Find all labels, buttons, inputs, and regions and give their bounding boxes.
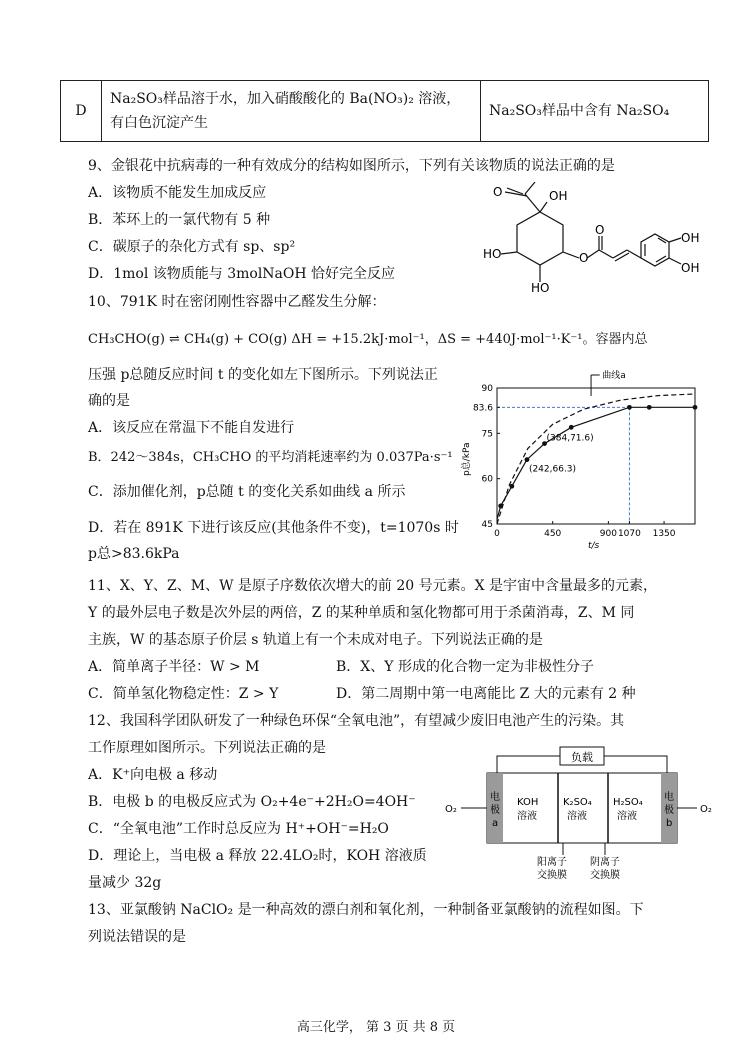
data-point xyxy=(627,405,632,410)
q9-option-c: C．碳原子的杂化方式有 sp、sp² xyxy=(88,239,296,255)
pressure-time-chart xyxy=(455,366,705,556)
q9-option-a: A．该物质不能发生加成反应 xyxy=(88,185,267,201)
q13-line2: 列说法错误的是 xyxy=(88,929,186,945)
q12-option-d-line1: D．理论上，当电极 a 释放 22.4LO₂时，KOH 溶液质 xyxy=(88,848,427,864)
data-point xyxy=(569,425,574,430)
q10-option-d-line2: p总>83.6kPa xyxy=(88,546,180,562)
q11-option-d: D．第二周期中第一电离能比 Z 大的元素有 2 种 xyxy=(336,686,636,702)
q11-option-c: C．简单氢化物稳定性：Z > Y xyxy=(88,686,279,702)
q9-option-d: D．1mol 该物质能与 3molNaOH 恰好完全反应 xyxy=(88,266,396,282)
q10-option-a: A．该反应在常温下不能自发进行 xyxy=(88,420,295,436)
q10-line2: 压强 p总随反应时间 t 的变化如左下图所示。下列说法正 xyxy=(88,367,438,383)
h2so4-solution-label: 溶液 xyxy=(617,811,637,822)
electrode-b-char1: 电 xyxy=(664,792,674,803)
cation-membrane-label: 阳离子 xyxy=(537,857,567,868)
atom-oh1: OH xyxy=(549,189,568,203)
q9-stem: 9、金银花中抗病毒的一种有效成分的结构如图所示，下列有关该物质的说法正确的是 xyxy=(88,158,615,174)
atom-ho2: HO xyxy=(531,281,550,292)
q11-line2: Y 的最外层电子数是次外层的两倍，Z 的某种单质和氢化物都可用于杀菌消毒，Z、M 同 xyxy=(88,605,635,621)
page-footer: 高三化学， 第 3 页 共 8 页 xyxy=(296,1020,456,1035)
data-point xyxy=(693,405,698,410)
q10-option-d-line1: D．若在 891K 下进行该反应(其他条件不变)，t=1070s 时 xyxy=(88,520,459,536)
electrode-a-char1: 电 xyxy=(490,792,500,803)
q10-option-c: C．添加催化剂，p总随 t 的变化关系如曲线 a 所示 xyxy=(88,484,406,500)
koh-solution-label: 溶液 xyxy=(517,811,537,822)
q11-line1: 11、X、Y、Z、M、W 是原子序数依次增大的前 20 号元素。X 是宇宙中含量最多的元素， xyxy=(88,578,658,594)
h2so4-label: H₂SO₄ xyxy=(613,797,643,808)
o2-right-label: O₂ xyxy=(700,804,712,815)
battery-diagram xyxy=(445,745,720,885)
y-tick-label: 60 xyxy=(481,474,493,485)
x-axis-label: t/s xyxy=(588,541,600,551)
y-tick-label: 45 xyxy=(481,520,493,530)
q10-line3: 确的是 xyxy=(88,393,130,409)
x-tick-label: 0 xyxy=(494,529,500,539)
atom-ho1: HO xyxy=(483,247,502,261)
q12-option-a: A．K⁺向电极 a 移动 xyxy=(88,767,218,783)
electrode-b-char2: 极 xyxy=(664,805,674,816)
y-tick-label: 83.6 xyxy=(472,403,493,414)
data-point xyxy=(525,457,530,462)
atom-o3: O xyxy=(595,223,605,237)
x-tick-label: 450 xyxy=(544,529,562,539)
k2so4-label: K₂SO₄ xyxy=(563,797,592,808)
q12-option-d-line2: 量减少 32g xyxy=(88,875,162,891)
q11-option-b: B．X、Y 形成的化合物一定为非极性分子 xyxy=(336,659,594,675)
atom-o2: O xyxy=(579,251,589,265)
table-cell-left-line1: Na₂SO₃样品溶于水，加入硝酸酸化的 Ba(NO₃)₂ 溶液， xyxy=(110,91,461,107)
q13-line1: 13、亚氯酸钠 NaClO₂ 是一种高效的漂白剂和氧化剂，一种制备亚氯酸钠的流程如图。下 xyxy=(88,902,644,918)
atom-oh3: OH xyxy=(681,231,700,245)
data-point xyxy=(509,484,514,489)
koh-label: KOH xyxy=(517,797,539,808)
q10-stem: 10、791K 时在密闭刚性容器中乙醛发生分解： xyxy=(88,294,386,310)
plot-frame xyxy=(497,388,695,524)
cation-membrane-label2: 交换膜 xyxy=(537,870,567,881)
y-tick-label: 90 xyxy=(481,384,493,394)
curve-a-label: 曲线a xyxy=(602,371,626,381)
annotation-242: (242,66.3) xyxy=(528,464,577,475)
y-axis-label: p总/kPa xyxy=(462,442,472,476)
anion-membrane-label: 阴离子 xyxy=(590,857,620,868)
q11-line3: 主族，W 的基态原子价层 s 轨道上有一个未成对电子。下列说法正确的是 xyxy=(88,632,543,648)
electrode-a-char3: a xyxy=(492,818,499,829)
q10-option-b: B．242～384s，CH₃CHO 的平均消耗速率约为 0.037Pa·s⁻¹ xyxy=(88,450,453,465)
x-tick-label: 1070 xyxy=(617,529,641,539)
molecule-structure xyxy=(475,182,715,292)
q12-option-c: C．“全氧电池”工作时总反应为 H⁺+OH⁻=H₂O xyxy=(88,821,389,837)
q9-option-b: B．苯环上的一氯代物有 5 种 xyxy=(88,212,271,228)
x-tick-label: 1350 xyxy=(652,529,676,539)
table-row-label: D xyxy=(61,81,102,142)
q11-option-a: A．简单离子半径：W > M xyxy=(88,659,260,675)
y-tick-label: 75 xyxy=(481,429,493,440)
table-cell-right: Na₂SO₃样品中含有 Na₂SO₄ xyxy=(481,81,709,142)
table-cell-left-line2: 有白色沉淀产生 xyxy=(110,115,208,131)
anion-membrane-label2: 交换膜 xyxy=(590,870,620,881)
electrode-b-char3: b xyxy=(666,818,673,829)
atom-oh4: OH xyxy=(681,261,700,275)
o2-left-label: O₂ xyxy=(445,804,457,815)
q12-line1: 12、我国科学团队研发了一种绿色环保“全氧电池”，有望减少废旧电池产生的污染。其 xyxy=(88,713,625,729)
electrode-a-char2: 极 xyxy=(490,805,500,816)
annotation-384: (384,71.6) xyxy=(546,433,594,444)
series-line-0 xyxy=(497,407,695,519)
q12-line2: 工作原理如图所示。下列说法正确的是 xyxy=(88,740,326,756)
atom-o1: O xyxy=(493,185,503,199)
q10-equation: CH₃CHO(g) ⇌ CH₄(g) + CO(g) ΔH = +15.2kJ·mol⁻¹，ΔS = +440J·mol⁻¹·K⁻¹。容器内总 xyxy=(88,332,648,347)
answer-table xyxy=(60,80,709,142)
x-tick-label: 900 xyxy=(599,529,617,539)
k2so4-solution-label: 溶液 xyxy=(567,811,587,822)
load-label: 负载 xyxy=(571,751,593,764)
data-point xyxy=(647,405,652,410)
q12-option-b: B．电极 b 的电极反应式为 O₂+4e⁻+2H₂O=4OH⁻ xyxy=(88,794,416,810)
